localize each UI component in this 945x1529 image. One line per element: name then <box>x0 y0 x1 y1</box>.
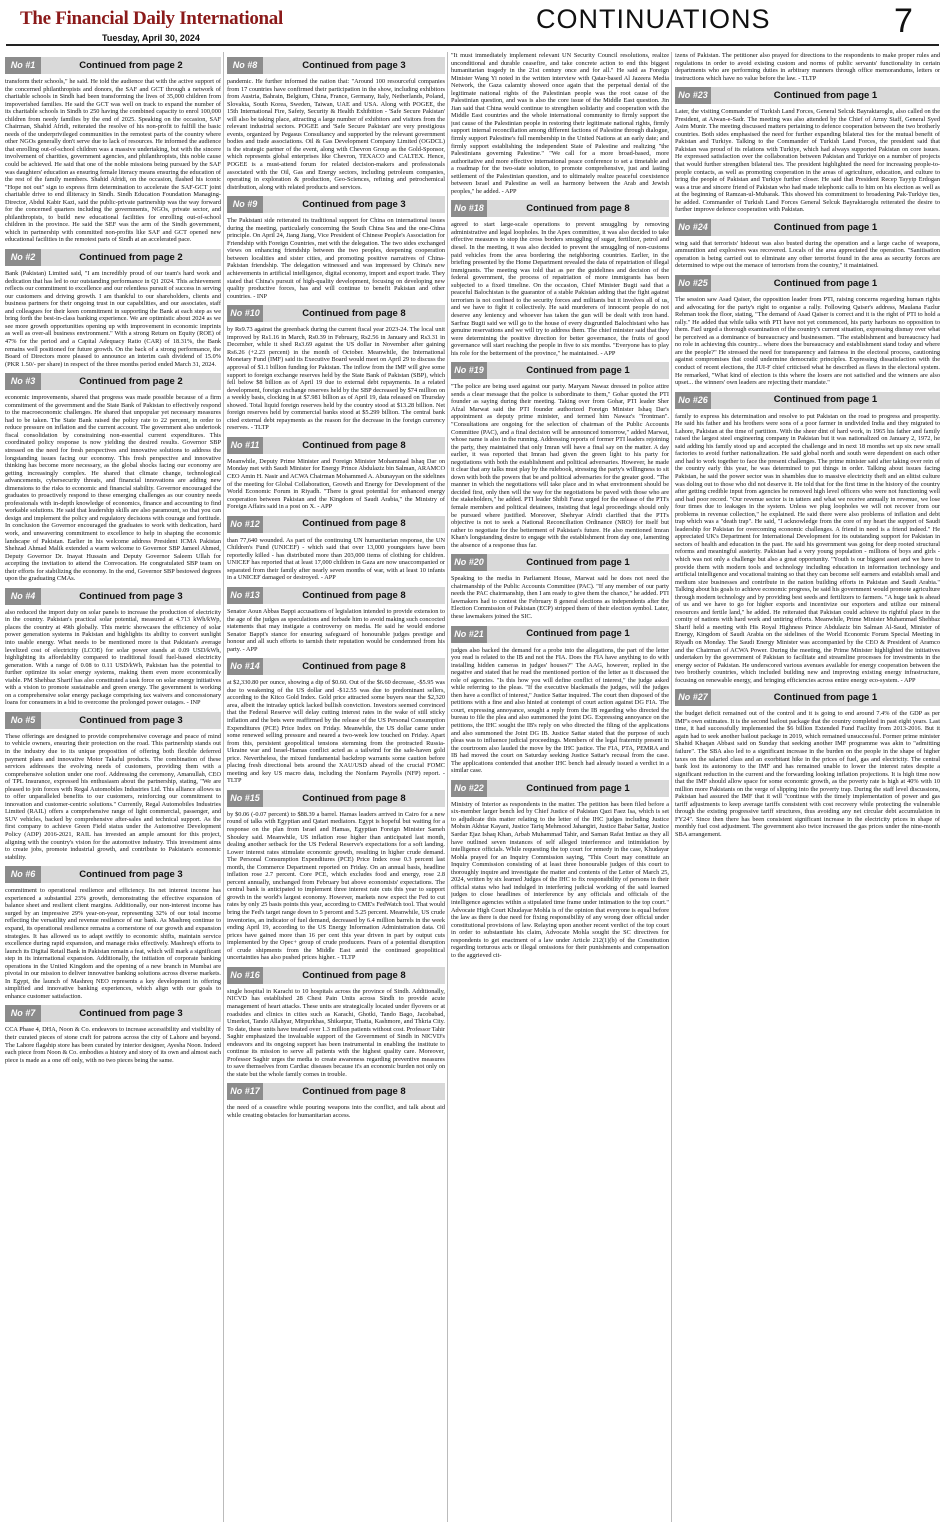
continuation-header <box>227 305 445 322</box>
continuation-number: No #7 <box>5 1005 41 1022</box>
continuation-header <box>5 373 221 390</box>
continued-from-label: Continued from page 1 <box>773 692 878 703</box>
continuation-header <box>227 967 445 984</box>
continuation-number: No #2 <box>5 249 41 266</box>
continuation-item <box>675 87 940 214</box>
continuation-header <box>451 780 669 797</box>
continuation-item <box>227 196 445 300</box>
article-text: agreed to start large-scale operations to prevent smuggling by removing administrative and legal loopholes. In the Apex committee, it was also decided to take effective measures to stop the cross borders smuggling of sugar, fertilizer, petrol and diesel. In the meeting, it was also decided to prevent the smuggling of non-customs paid vehicles from the area bordering the neighboring countries. Earlier, in the briefing presented by the Home Department revealed the data of repatriation of illegal immigrants. The meeting was told that as per the guidelines and decision of the federal government, the process of repatriation of more immigrants has been subjected to a fixed timeline. On the occasion, Chief Minister Bugti said that a peaceful Balochistan is the guarantor of a stable Pakistan adding that the fight against terrorism is not confined to the security forces and militants but it involves all of us, and we have to fight it collectively. He said murderers of innocent people do not deserve any leniency and whoever has taken the gun will be dealt with iron hand. Sarfraz Bugti said we will go to the house of every disgruntled Balochistani who has genuine reservations and we will try to address them. The chief minister said that they were determining the positive direction for better governance, the fruits of good governance will start reaching the people in five to six months. "Everyone has to play his role for the betterment of the province," he maintained. - APP <box>451 221 669 357</box>
article-text: CCA Phase 4, DHA, Noon & Co. endeavors to increase accessibility and visibility of their curated pieces of stone craft for patrons across the city of Lahore and beyond. The Lahore flagship store has been curated by interior designer, Ayesha Noon. Indeed each piece from Noon & Co. embodies a history and story of its own and almost each piece is made as a one off only, with no two pieces being the same. <box>5 1026 221 1064</box>
continued-from-label: Continued from page 8 <box>302 792 406 804</box>
continuation-number: No #23 <box>675 87 711 104</box>
continuation-item <box>227 305 445 432</box>
continuation-header <box>5 712 221 729</box>
continuation-header <box>675 689 940 706</box>
continued-from-label: Continued from page 3 <box>79 868 183 880</box>
continuation-header <box>227 57 445 74</box>
continuation-number: No #4 <box>5 588 41 605</box>
column-1 <box>5 52 221 1522</box>
article-text: the need of a ceasefire while pouring weapons into the conflict, and talk about aid while creating obstacles for humanitarian access. <box>227 1104 445 1119</box>
continuation-number: No #8 <box>227 57 263 74</box>
continued-from-label: Continued from page 3 <box>79 714 183 726</box>
continuation-item <box>227 658 445 785</box>
column-3 <box>451 52 669 1522</box>
continuation-number: No #25 <box>675 275 711 292</box>
column-divider <box>671 52 672 1522</box>
continued-from-label: Continued from page 3 <box>79 1008 183 1020</box>
article-text: by $0.06 (-0.07 percent) to $88.39 a barrel. Hamas leaders arrived in Cairo for a new round of talks with Egyptian and Qatari mediators. Egypt is hopeful but waiting for a response on the plan from Israel and Hamas, Egyptian Foreign Minister Sameh Shoukry said. Meanwhile, US inflation rose higher than anticipated last month, dealing another setback for the US Federal Reserve's expectations for a soft landing. Lower interest rates stimulate economic growth, resulting in higher crude demand. The Personal Consumption Expenditures (PCE) Price Index rose 0.3 percent last month, the Commerce Department reported on Friday. On an annual basis, headline inflation rose 2.7 percent. Core PCE, which excludes food and energy, rose 2.8 percent annually, unchanged from February but above economists' expectations. The central bank is anticipated to implement three interest rate cuts this year to support growth in the world's largest economy. However, markets now expect the Fed to cut rates by only 25 basis points this year, according to CME's FedWatch tool. That would bring the Fed's target range down to 5 percent and 5.25 percent. Meanwhile, US crude inventories, an indicator of fuel demand, decreased by 6.4 million barrels in the week ending April 19, according to the US Energy Information Administration data. Oil prices have gained more than 16 per cent this year driven in part by output cuts implemented by the Opec+ group of crude producers. Fears of a potential disruption of crude shipments from the Middle East amid the continued geopolitical uncertainties has also pushed prices higher. - TLTP <box>227 810 445 962</box>
continuation-item <box>227 57 445 191</box>
continuation-header <box>5 588 221 605</box>
continuation-item <box>451 554 669 620</box>
continuation-number: No #13 <box>227 587 263 604</box>
continued-from-label: Continued from page 8 <box>302 1086 406 1098</box>
article-text: Later, the visiting Commander of Turkish Land Forces, General Selcuk Bayraktaroglu, also called on the President, at Aiwan-e-Sadr. The meeting was also attended by the Chief of Army Staff, General Syed Asim Munir. The meeting discussed matters pertaining to defence cooperation between the two brotherly countries. Both sides emphasised the need for further expanding bilateral ties for the mutual benefit of Pakistan and Turkiye. Talking to the Commander of Turkish Land Forces, the president said that Pakistan was proud of its relations with Turkiye, which had always supported Pakistan on core issues. He expressed satisfaction over the collaboration between Pakistan and Turkiye on a number of projects that would further strengthen bilateral ties. The president highlighted the need for increasing people-to-people contacts, as well as promoting cooperation in the areas of agriculture, education, and culture to bring the people of Pakistan and Turkiye further closer. He said that President Recep Tayyip Erdogan was a true and sincere friend of Pakistan who had made telephonic calls to him on his election as well as at the beginning of Ramzan-ul-Mubarak. This showed his commitment to broadening Pak-Turkiye ties, he added. Commander of Turkish Land Forces General Selcuk Bayraktaroglu reiterated the desire to further improve defence cooperation with Pakistan. <box>675 108 940 214</box>
article-text: pandemic. He further informed the nation that: "Around 100 resourceful companies from 17 countries have confirmed their participation in the show, including exhibitors from Austria, Bahrain, Belgium, China, France, Germany, Italy, Netherlands, Poland, Slovakia, South Korea, Sweden, Taiwan, UAE and USA. Along with POGEE, the 15th International Fire, Safety, Security & Health Exhibition - 'Safe Secure Pakistan' will also be taking place, attracting a large number of exhibitors and visitors from the relevant industrial sectors. POGEE and 'Safe Secure Pakistan' are very prestigious events, organized by Pegasus Consultancy and supported by the relevant government bodies and trade associations. Oil & Gas Development Company Limited (OGDCL) is the strategic partner of the event, along with Chevron Group as the Gold-Sponsor, which represents global enterprises like Chevron, TEXACO and CALTEX. Hence, POGEE is a must-attend forum for related decision-makers and professionals associated with the Oil, Gas and Energy sectors, including petroleum companies, operating in exploration & production, Geo-Sciences, refining and petrochemical distribution, along with related products and services. <box>227 78 445 191</box>
continuation-header <box>227 437 445 454</box>
column-4 <box>675 52 940 1522</box>
column-divider <box>223 52 224 1522</box>
continuation-item <box>451 362 669 549</box>
continuation-item <box>675 392 940 685</box>
continuation-header <box>5 249 221 266</box>
continuation-item <box>5 249 221 368</box>
continued-from-label: Continued from page 8 <box>302 660 406 672</box>
continued-from-label: Continued from page 3 <box>79 590 183 602</box>
continuation-number: No #20 <box>451 554 487 571</box>
continuation-header <box>451 626 669 643</box>
continuation-item <box>5 866 221 1000</box>
continuation-header <box>227 196 445 213</box>
continued-from-label: Continued from page 1 <box>526 364 630 376</box>
continuation-number: No #27 <box>675 689 711 706</box>
continuation-header <box>227 587 445 604</box>
continuation-number: No #24 <box>675 219 711 236</box>
continuation-number: No #6 <box>5 866 41 883</box>
issue-date: Tuesday, April 30, 2024 <box>102 33 200 43</box>
article-text: Ministry of Interior as respondents in the matter. The petition has been filed before a six-member larger bench led by Chief Justice of Pakistan Qazi Faez Isa, which is set to adjudicate this matter relating to the letter of the IHC judges including Justice Mohsin Akhtar Kayani, Justice Tariq Mehmood Jahangiri, Justice Babar Sattar, Justice Sardar Ejaz Ishaq Khan, Arbab Muhammad Tahir, and Saman Rafat Imtiaz as they all have outlined seven instances of self alleged interference and intimidation by intelligence officials. While requesting the top court for remedy in the case, Khudayar Mohla prayed for an Inquiry Commission saying, "This Court may constitute an Inquiry Commission consisting of at least three honourable judges of this court to thoroughly inquire and investigate the matter and contents of the Letter of March 25, 2024, written by six learned Judges of the IHC to fix responsibility of persons in their official status who had indulged in interfering judicial working of the said learned judges to close headlines of interference by any officials and officials of the intelligence agencies within a stipulated time frame under intimation to the top court." Advocate High Court Khudayar Mohla is of the opinion that everyone is equal before the law as there is due need for fixing responsibility of any wrong doer official under constitutional provisions of law. Relaying upon another recent verdict of the top court in order to substantiate his claim, Advocate Mohla sought the SC directives for respondents to get enactment of a law under Article 212(1)(b) of the Constitution regarding torturous acts or illegal omissions for their punishments and compensation to the aggrieved cit- <box>451 800 669 959</box>
continuation-number: No #26 <box>675 392 711 409</box>
continuation-header <box>5 57 221 74</box>
continuation-header <box>451 200 669 217</box>
continuation-item <box>227 790 445 962</box>
continued-from-label: Continued from page 8 <box>302 589 406 601</box>
continuation-header <box>227 516 445 533</box>
continuation-number: No #5 <box>5 712 41 729</box>
section-title: CONTINUATIONS <box>536 4 771 34</box>
continued-from-label: Continued from page 1 <box>526 628 630 640</box>
continuation-header <box>227 790 445 807</box>
continuation-header <box>675 219 940 236</box>
continuation-item <box>227 1083 445 1119</box>
continuation-number: No #12 <box>227 516 263 533</box>
continuation-item <box>451 52 669 195</box>
continuation-item <box>227 516 445 582</box>
continuation-header <box>227 658 445 675</box>
article-text: Speaking to the media in Parliament House, Marwat said he does not need the chairmanship of the Public Accounts Committee (PAC). "If any member of our party needs the PAC chairmanship, then I am ready to give them the chance," he added. PTI lawmakers had to contest the February 8 general elections as independents after the Election Commission of Pakistan (ECP) stripped them of their election symbol. Later, these lawmakers joined the SIC. <box>451 575 669 620</box>
continuation-item <box>675 689 940 838</box>
continuation-item <box>675 275 940 387</box>
continuation-number: No #15 <box>227 790 263 807</box>
article-text: than 77,640 wounded. As part of the continuing UN humanitarian response, the UN Children's Fund (UNICEF) - which said that over 13,000 youngsters have been reportedly killed - has distributed more than 203,000 items of clothing for children. UNICEF has reported that at least 17,000 children in Gaza are now unaccompanied or separated from their family after nearly seven months of war, with at least 10 infants in a UNICEF damaged or destroyed. - APP <box>227 536 445 582</box>
article-text: economic improvements, shared that progress was made possible because of a firm commitment of the government and the State Bank of Pakistan to effectively respond to the macroeconomic challenges. He shared that unpopular yet necessary measures had to be taken. The State Bank raised the policy rate to 22 percent, in order to reduce pressure on inflation and the current account. The government also undertook fiscal consolidation by constraining non-essential current expenditures. This coordinated policy response is now yielding the desired results. Governor SBP stressed on the need for fresh perspectives and innovative solutions to address the longstanding issues facing our economy. This fresh perspective and innovative thinking has become more necessary, as the global shocks facing our economy are getting increasingly complex. He shared that climate change, technological advancements, cybersecurity threats, and financial innovations are adding new dimensions to the risks to economic and financial stability. Governor encouraged the graduates to proactively respond to these emerging challenges as our country needs professionals with in-depth knowledge of economics, finance and accounting to find workable solutions. He said that leadership skills are also paramount, so that you can design and implement the policy and regulatory decisions with courage and fortitude. In conclusion the Governor encouraged the graduates to work with dedication, hard work, and unwavering commitment to excellence to help in shaping the economic landscape of Pakistan. Earlier in his welcome address President ICMA Pakistan Shehzad Ahmad Malik extended a warm welcome to Governor SBP Jameel Ahmed, Deputy Governor Dr. Inayat Hussain and Deputy Governor Saleem Ullah for accepting the invitation to attend the Convocation. He congratulated SBP team on their efforts for stabilizing the economy. In the end, Governor SBP bestowed degrees upon the graduating CMAs. <box>5 394 221 583</box>
continued-from-label: Continued from page 2 <box>79 375 183 387</box>
continuation-item <box>5 373 221 583</box>
continuation-header <box>675 275 940 292</box>
newspaper-name: The Financial Daily International <box>20 8 283 29</box>
continuation-header <box>5 1005 221 1022</box>
continuation-item <box>451 200 669 357</box>
article-text: transform their schools," he said. He told the audience that with the active support of the concerned philanthropists and donors, the SAF and GCT through a network of charitable schools in Sindh had been transforming the lives of 35,000 children from impoverished families. He said the GCT was well on track to expand the number of its charitable schools in Sindh to 250 having the combined capacity to enrol 100,000 children from needy families by the end of 2025. Speaking on the occasion, SAF Chairman, Shahid Afridi, reiterated the resolve of his non-profit to fulfill the basic needs of the underprivileged communities in the remotest parts of the country where other NGOs generally don't serve due to lack of resources. He informed the audience that enrolling out-of-school children was a massive undertaking, but with the sincere involvement of charities, government agencies, and philanthropists, this noble cause could be achieved. He said that one of the noble missions being pursued by the SAF was daughters' education as ensuring female literacy means ensuring the education of the rest of the family members. Shahid Afridi, on the occasion, flashed his iconic "Hope not out" sign to express firm determination to accelerate the SAF-GCT joint charitable drive to end illiteracy in Sindh. Sindh Education Foundation Managing-Director, Abdul Kabir Kazi, said the public-private partnership was the way forward for the concerned quarters including the governments, NGOs, private sector, and philanthropists, to build new educational facilities for enrolling out-of-school children in the province. He said the SEF was the arm of the Sindh government, which in partnership with committed non-profits like SAF and GCT opened new educational facilities in the remotest parts of Sindh at an accelerated pace. <box>5 78 221 244</box>
article-text: the budget deficit remained out of the control and it is going to end around 7.4% of the GDP as per IMF's own estimates. It is the second bailout package that the country completed in past eight years. Last time, it had successfully implemented the $6 billion Extended Fund Facility from 2013-2016. But it again had to seek another bailout package in 2019, which remained unsuccessful. Former prime minister Shahid Khaqan Abbasi said on Sunday that seeking another IMF programme was akin to "admitting failure". The SBA also led to a significant increase in the burden on the people in the shape of higher taxes on the salaried class and an exorbitant hike in the prices of fuel, gas and electricity. The central bank lost its autonomy to the IMF and has remained unable to lower the interest rates despite a significant reduction in the current and the forwarding looking inflation projections. It is high time now that the IMF should allow space for some economic growth, as the poverty rate is high at 40% with 10 million more Pakistanis on the verge of slipping into the poverty trap. During the staff level discussions, Pakistan had assured the IMF that it will "continue with the timely implementation of power and gas tariff adjustments to keep average tariffs consistent with cost recovery while protecting the vulnerable through the existing progressive tariff structures, thus avoiding any net circular debt accumulation in FY24". Since then there has been consistent significant increase in the electricity prices in shape of monthly fuel cost adjustment. The government also twice increased the gas prices under the nine-month SBA arrangement. <box>675 710 940 839</box>
article-text: izens of Pakistan. The petitioner also prayed for directions to the respondents to make proper rules and regulations in order to avoid existing custom and norms of public servants' functionality in certain departments who are performing duties in arbitrary manners through office memorandums, letters or instructions which have no value before the law. - TLTP <box>675 52 940 82</box>
article-text: at $2,330.80 per ounce, showing a dip of $0.60. Out of the $6.60 decrease, -$5.95 was due to weakening of the US dollar and -$12.55 was due to predominant sellers, according to the Kitco Gold Index. Gold price attracted some buyers near the $2,320 area, albeit the intraday uptick lacked bullish conviction. Investors seemed convinced that the Federal Reserve will delay cutting interest rates in the wake of still sticky inflation and the bets were reaffirmed by the release of the US Personal Consumption Expenditures (PCE) Price Index on Friday. Meanwhile, the US dollar came under some renewed selling pressure and neared a two-week low touched on Friday. Apart from this, persistent geopolitical tensions stemming from the protracted Russia-Ukraine war and Israel-Hamas conflict acted as a tailwind for the safe-haven gold price. Nevertheless, the mixed fundamental backdrop warrants some caution before placing fresh directional bets around the XAU/USD ahead of the crucial FOMC meeting and key US macro data, including the Nonfarm Payrolls (NFP) report. - TLTP <box>227 679 445 785</box>
article-text: "It must immediately implement relevant UN Security Council resolutions, realize unconditional and durable ceasefire, and take concrete action to end this biggest humanitarian tragedy in the 21st century once and for all." He said as Foreign Minister Wang Yi noted in the written interview with Qatar-based Al Jazeera Media Network, the Gaza calamity showed once again that the perpetual denial of the legitimate national rights of the Palestinian people was the root cause of the Palestinian question, and was is also the core issue of the Middle East question. Jin Jian said that China would continue to strengthen solidarity and cooperation with the Middle East countries and the whole international community to firmly support the just cause of the Palestinian people in restoring their legitimate national rights, firmly support internal reconciliation among different factions of Palestine through dialogue, firmly support Palestine's full membership in the United Nations at an early date; and firmly support establishing the independent State of Palestine and realizing "the Palestinians governing Palestine." "We call for a more broad-based, more authoritative and more effective international peace conference to set a timetable and a roadmap for the two-state solution, to promote comprehensive, just and lasting settlement of the Palestinian question, and to ultimately realize peaceful coexistence between Israel and Palestine as well as harmony between the Arab and Jewish peoples," he added. - APP <box>451 52 669 195</box>
article-text: also reduced the import duty on solar panels to increase the production of electricity in the country. Pakistan's practical solar potential, measured at 4.713 kWh/kWp, places the country at 49th globally. This metric showcases the efficiency of solar power generation systems in Pakistan and highlights its ability to convert sunlight into usable energy. What needs to be mentioned more is that Pakistan's average levelized cost of electricity (LCOE) for solar power stands at 0.09 USD/kWh, highlighting its affordability compared to traditional fossil fuel-based electricity generation. With a range of 0.08 to 0.11 USD/kWh, Pakistan has the potential to further optimize its solar energy systems, making them even more economically viable. PM Shehbaz Sharif has also constituted a task force on solar energy initiatives with a vision to promote sustainable and green energy. The government is working on a comprehensive solar energy package comprising tax waivers and concessionary loans for consumers in a bid to overcome the prolonged power outages. - INP <box>5 608 221 707</box>
column-2 <box>227 52 445 1522</box>
continued-from-label: Continued from page 1 <box>773 277 878 289</box>
article-text: wing said that terrorists' hideout was also busted during the operation and a large cache of weapons, ammunition and explosives was recovered. Locals of the area appreciated the operation. "Sanitisation operation is being carried out to eliminate any other terrorist found in the area as security forces are determined to wipe out the menace of terrorism from the country," it maintained. <box>675 239 940 270</box>
continuation-item <box>675 52 940 82</box>
continuation-number: No #21 <box>451 626 487 643</box>
continuation-number: No #18 <box>451 200 487 217</box>
continued-from-label: Continued from page 3 <box>302 59 406 71</box>
continuation-item <box>5 588 221 707</box>
continuation-number: No #9 <box>227 196 263 213</box>
article-text: judges also backed the demand for a probe into the allegations, the part of the letter you read is related to the IB and not the FIA. Does the FIA have anything to do with installing hidden cameras in judges' houses?" The AAG, however, replied in the negative and stated that he read the mentioned portion of the letter as it discussed the role of agencies. "Is this how you will define conflict of interest," the judge asked while referring to the pleas. "If the executive blackmails the judges, will the judges then have a conflict of interest," Justice Sattar inquired. The court then disposed of the petitions with a fine and also hinted at contempt of court action against DG FIA. The court, expressing annoyance, sought a reply from the IB regarding who directed the bureau to file the plea and also summoned the joint DG. Expressing annoyance on the petitions, the IHC sought the IB's reply on who directed the filing of the applications and also summoned the Joint DG IB. Justice Sattar stated that the purpose of such pleas was to influence judicial proceedings. Members of the legal fraternity present in the courtroom also lauded the move by the IHC justice. The FIA, PTA, PEMRA and IB had moved the court on Saturday seeking Justice Sattar's recusal from the case. The applications contended that another IHC bench had already issued a verdict in a similar case. <box>451 646 669 775</box>
article-text: by Rs9.73 against the greenback during the current fiscal year 2023-24. The local unit improved by Rs1.16 in March, Rs0.39 in February, Rs2.56 in January and Rs3.31 in December, while it shed Rs3.69 against the US dollar in November after gaining Rs6.26 (+2.23 percent) in the month of October. Meanwhile, the International Monetary Fund (IMF) said its Executive Board would meet on April 29 to discuss the approval of $1.1 billion funding for Pakistan. The inflow from the IMF will give some support to foreign exchange reserves held by the State Bank of Pakistan (SBP), which fell below $8 billion as of April 19 due to external debt repayments. In a related development, foreign exchange reserves held by the SBP decreased by $74 million on a weekly basis, clocking in at $7.981 billion as of April 19, data released on Thursday showed. Total liquid foreign reserves held by the country stood at $13.28 billion. Net foreign reserves held by commercial banks stood at $5.299 billion. The central bank cited external debt repayments as the reason for the decrease in the foreign currency reserves. - TLTP <box>227 326 445 432</box>
continuation-item <box>5 1005 221 1064</box>
article-text: "The police are being used against our party. Maryam Nawaz dressed in police attire sends a clear message that the police is subordinate to them," Gohar quoted the PTI founder as saying during their meeting. Taking over from Gohar, PTI leader Sher Afzal Marwat said the PTI founder authorized Foreign Minister Ishaq Dar's appointment as deputy prime minister, and termed him Nawaz's "frontman". "Consultations are ongoing for the selection of chairman of the Public Accounts Committee (PAC), and a final decision will be announced tomorrow," added Marwat, whose name is also in the running. Addressing reports of former PTI leaders rejoining the party, they maintained that only Imran will have a final say on the matter. A day earlier, it was reported that Imran had given the green light to his party for negotiations with both the establishment and political adversaries. However, he made it clear that any talks must play by the rulebook, stressing the party's willingness to sit down with both the powers that be and political adversaries for the greater good. "The manner in which the negotiations will take place and in what environment should be decided first, only then will the way for the negotiations be paved with those who are the stakeholders," he added. PTI leader Shibli Faraz urged for the release of the PTI's female members and political detainees, insisting that legal proceedings should only be pursued where justified. Moreover, Shehryar Afridi clarified that the PTI's objective is not to seek a National Reconciliation Ordinance (NRO) for itself but rather to negotiate for the betterment of Pakistan's future. He also mentioned Imran Khan's longstanding desire to engage with the establishment from day one, lamenting the absence of a response thus far. <box>451 383 669 549</box>
continued-from-label: Continued from page 1 <box>526 556 630 568</box>
continuation-item <box>5 712 221 861</box>
article-text: commitment to operational resilience and efficiency. Its net interest income has experienced a substantial 23% growth, demonstrating the effective expansion of balance sheet and resilient client margins. Additionally, our non-interest income has surged by an impressive 29% year-on-year, representing 32% of our total income reflecting the versatility and revenue resilience of our bank. As Mashreq continue to expand, its operational resilience remains a cornerstone of our growth and expansion strategies. It has allowed us to adapt swiftly to economic shifts, maintain service excellence during rapid expansion, and manage risks effectively. Mashreq's efforts to launch its Digital Retail Bank in Pakistan remain a feat, which will mark a significant step in its international expansion. Additionally, the initiation of corporate banking operations in the United Kingdom and the opening of a new branch in Mumbai are pivotal in our mission to deliver innovative banking solutions across diverse markets. In Egypt, the launch of Mashreq NEO represents a key development in offering simplified and innovative banking experiences, which align with our goals to enhance customer satisfaction. <box>5 887 221 1000</box>
continuation-header <box>675 392 940 409</box>
continuation-number: No #14 <box>227 658 263 675</box>
continuation-item <box>5 57 221 244</box>
article-text: These offerings are designed to provide comprehensive coverage and peace of mind to vehicle owners, ensuring their protection on the road. This partnership stands out in the industry due to its unique proposition of offering both flexible deferred payment plans and innovative Motor Takaful products. The combination of these services addresses the evolving needs of customers, providing them with a comprehensive solution under one roof. Addressing the ceremony, Amanullah, CEO of TPL Insurance, expressed his enthusiasm about the partnership, stating, "We are pleased to join forces with Regal Automobiles Industries Ltd. This alliance allows us to offer unparalleled benefits to our customers, reinforcing our commitment to innovation and customer-centric solutions." Currently, Regal Automobiles Industries Limited (RAIL) offers a comprehensive range of light commercial, passenger, and SUV vehicles, backed by comprehensive after-sales and technical support. As the first company to achieve Green Field status under the Automotive Development Policy (ADP) 2016-2021, RAIL has invested an ample amount for this project, aligning with the country's vision for the automotive industry. This investment aims to create jobs, promote industrial growth, and contribute to Pakistan's economic stability. <box>5 732 221 861</box>
continued-from-label: Continued from page 1 <box>526 782 630 794</box>
page-number: 7 <box>894 2 913 40</box>
column-divider <box>447 52 448 1522</box>
continuation-number: No #3 <box>5 373 41 390</box>
continued-from-label: Continued from page 2 <box>79 59 183 71</box>
article-text: single hospital in Karachi to 10 hospitals across the province of Sindh. Additionally, NICVD has established 28 Chest Pain Units across Sindh to provide acute management of heart attacks. These units are strategically located under flyovers or at roadsides and clinics in cities such as Karachi, Ghotki, Tando Bago, Jacobabad, Umerkot, Tando Allahyar, Mirpurkhas, Shikarpur, Thatta, Kashmore, and Thkria City. To date, these units have treated over 1.3 million patients without cost. Professor Tahir Saghir emphasized the invaluable support of the Government of Sindh in NICVD's endeavors and its ongoing support has been instrumental in enabling the institute to continue its mission to serve all patients with the highest quality care. Moreover, Professor Saghir urges the media to create awareness regarding preventive measures to save themselves from Cardiac diseases because it's an economic burden not only on the state but the whole family comes in trouble. <box>227 987 445 1078</box>
continuation-number: No #16 <box>227 967 263 984</box>
continuation-item <box>451 626 669 775</box>
continued-from-label: Continued from page 8 <box>302 518 406 530</box>
continuation-header <box>5 866 221 883</box>
continuation-header <box>451 554 669 571</box>
continuation-item <box>227 587 445 653</box>
continued-from-label: Continued from page 3 <box>302 198 406 210</box>
article-text: The session saw Asad Qaiser, the opposition leader from PTI, raising concerns regarding human rights and advocating for the party's right to organise a rally. Following Qaiser's address, Maulana Fazlur Rehman took the floor, stating, "The demand of Asad Qaiser is correct and it is the right of PTI to hold a rally." He added that while talks with PTI have not yet commenced, his party harbours no opposition to them. Fazl urged a thorough examination of the country's current situation, expressing dismay over what he perceived as a dominance of bureaucracy and businessmen. "The establishment and bureaucracy had no role in achieving this country... where does the bureaucracy and establishment stand today and where are the people?" He stressed the need for transparency and fairness in the electoral process, cautioning against compromises that could undermine democratic principles. Expressing dissatisfaction with the conduct of recent elections, the JUI-F chief criticised what he described as flaws in the electoral system. He remarked, "What kind of election is this where the losers are not satisfied and the winners are also upset... the winners' own leaders are rejecting their mandate." <box>675 296 940 387</box>
continuation-item <box>227 967 445 1079</box>
article-text: family to express his determination and resolve to put Pakistan on the road to progress and prosperity. He said his father and his brothers were sons of a poor farmer in undivided India and they migrated to Lahore, Pakistan at the time of partition. With the sheer dint of hard work, in 1965 his father and family raised the largest steel engineering company in Pakistan but it was nationalized on January 2, 1972, he said adding his family stood up and accepted the challenge and in next 18 months set up six new small factories to avoid further nationalization. He said global north and south were dependent on each other and had to work together to face the present challenges. The prime minister said after taking over rein of the country early this year, he was determined to put things in order. Talking about issues facing Pakistan, he said the power sector was in shambles due to massive electricity theft and an elitist culture was doling out to those who did not deserve it. He told that for the first time in the history of the country after getting credible input from agencies he removed high level officers who were not functioning well and had poor record. "Our revenue sector is in tatters and what we receive annually in revenue, we lose four times due to leakages in the system. Unless we plug loopholes we will not recover from our problems in revenue collection," he explained. He said there were also problems of inflation and debt trap which was a "death trap". He said, "I acknowledge from the core of my heart the support of Saudi leadership for Pakistan for overcoming economic challenges. A friend in need is a friend indeed." He appreciated UK's Department for International Development for its outstanding support for Pakistan in sectors of health and education in the past. He said his government was going for deep rooted structural reforms and meaningful austerity. Pakistan had a very young population - millions of boys and girls - which was not only a challenge but also a great opportunity. "Youth is our biggest asset and we have to provide them with modern tools and technology including education in information technology and artificial intelligence and vocational training so that they can become self earners and establish small and medium size businesses and contribute in the nation building efforts in Pakistan and Saudi Arabia." Talking about his goals to achieve economic progress, he said his government would promote agriculture through modern technology and by providing best seeds and fertilizers to farmers. "A huge task is ahead of us and we have to go for higher exports and incentivize our exporters and utilize our mineral resources and fertile land," he added. He reiterated that Pakistan could achieve its rightful place in the comity of nations with hard work and untiring efforts. Meanwhile, Prime Minister Muhammad Shehbaz Sharif held a meeting with His Royal Highness Prince Abdulaziz bin Salman Al-Saud, Minister of Energy, Kingdom of Saudi Arabia on the sidelines of the World Economic Forum Special Meeting in Riyadh on Monday. The Saudi Energy Minister was accompanied by the CEO & President of Aramco and the Chairman of ACWA Power. During the meeting, the Prime Minister highlighted the initiatives undertaken by the government of Pakistan to facilitate and streamline processes for investments in the energy sector of Pakistan. He underscored various avenues available for energy cooperation between the two brotherly countries, which included building new and improving existing energy infrastructure, focusing on renewable energy, and bringing efficiencies across entire energy eco-system. - APP <box>675 412 940 684</box>
continued-from-label: Continued from page 1 <box>773 394 878 406</box>
article-text: Senator Aoun Abbas Bappi accusations of legislation intended to provide extension to the age of the judges as speculations and forbade him to avoid making such concocted statements that may instigate a controversy on media. He said he would endorse Senator Bappi's stance for ensuring safeguard of honourable judges prestige and honour and all such efforts to tarnish their reputation would be condemned from his party. - APP <box>227 607 445 653</box>
continued-from-label: Continued from page 8 <box>526 203 630 215</box>
continued-from-label: Continued from page 1 <box>773 89 878 101</box>
continuation-number: No #1 <box>5 57 41 74</box>
continuation-header <box>675 87 940 104</box>
continuation-header <box>227 1083 445 1100</box>
continuation-item <box>451 780 669 959</box>
continued-from-label: Continued from page 8 <box>302 307 406 319</box>
article-text: The Pakistani side reiterated its traditional support for China on international issues during the meeting, particularly concerning the South China Sea and the one-China principle. On April 24, Jiang Jiang, Vice President of Chinese People's Association for Friendship with Foreign Countries, met with the delegation. The two sides exchanged views on enhancing friendship between the two peoples, deepening cooperation between localities and sister cities, and promoting positive narratives of China-Pakistan friendship. The delegation witnessed and was impressed by China's new achievements in artificial intelligence, digital economy, import and export trade. They stated that China's pursuit of high-quality development, focusing on developing new quality productive forces, has and will continue to benefit Pakistan and other countries. - INP <box>227 217 445 300</box>
continuation-number: No #22 <box>451 780 487 797</box>
continuation-item <box>227 437 445 511</box>
continued-from-label: Continued from page 8 <box>302 439 406 451</box>
continued-from-label: Continued from page 1 <box>773 221 878 233</box>
continuation-header <box>451 362 669 379</box>
continued-from-label: Continued from page 8 <box>302 969 406 981</box>
continuation-item <box>675 219 940 270</box>
article-text: Bank (Pakistan) Limited said, "I am incredibly proud of our team's hard work and dedication that has led to our outstanding performance in Q1 2024. This achievement reflects our commitment to excellence and our relentless pursuit of success in serving our customers and driving growth. I am thankful to our shareholders, clients and business partners for their ongoing trust in our capabilities, and our associates, staff and colleagues for their keen commitment in supporting the Bank at each step as we bring forth the best-in-class banking experience. We are optimistic about 2024 as we see more growth opportunities opening up with improvement in economic imprints as well as over-all business environment." With a strong Return on Equity (ROE) of 47% for the period and a Capital Adequacy Ratio (CAR) of 18.31%, the Bank remains well positioned for future growth. On the back of a strong performance, the Board of Directors more pleased to announce an interim cash dividend of 15.0% (PKR 1.50/- per share) in respect of the three months period ended March 31, 2024. <box>5 270 221 368</box>
continued-from-label: Continued from page 2 <box>79 251 183 263</box>
continuation-number: No #17 <box>227 1083 263 1100</box>
continuation-number: No #11 <box>227 437 263 454</box>
masthead <box>6 4 939 46</box>
article-text: Meanwhile, Deputy Prime Minister and Foreign Minister Mohammad Ishaq Dar on Monday met with Saudi Minister for Energy Prince Abdulaziz bin Salman, ARAMCO CEO Amin H. Nasir and ACWA Chairman Mohammed A. Abunayyan on the sidelines of the meeting for Global Collaboration, Growth and Energy for Development of the World Economic Forum in Riyadh. "There is great potential for enhanced energy cooperation between Pakistan and the Kingdom of Saudi Arabia," the Ministry of Foreign Affairs said in a post on X. - APP <box>227 457 445 511</box>
continuation-number: No #10 <box>227 305 263 322</box>
continuation-number: No #19 <box>451 362 487 379</box>
